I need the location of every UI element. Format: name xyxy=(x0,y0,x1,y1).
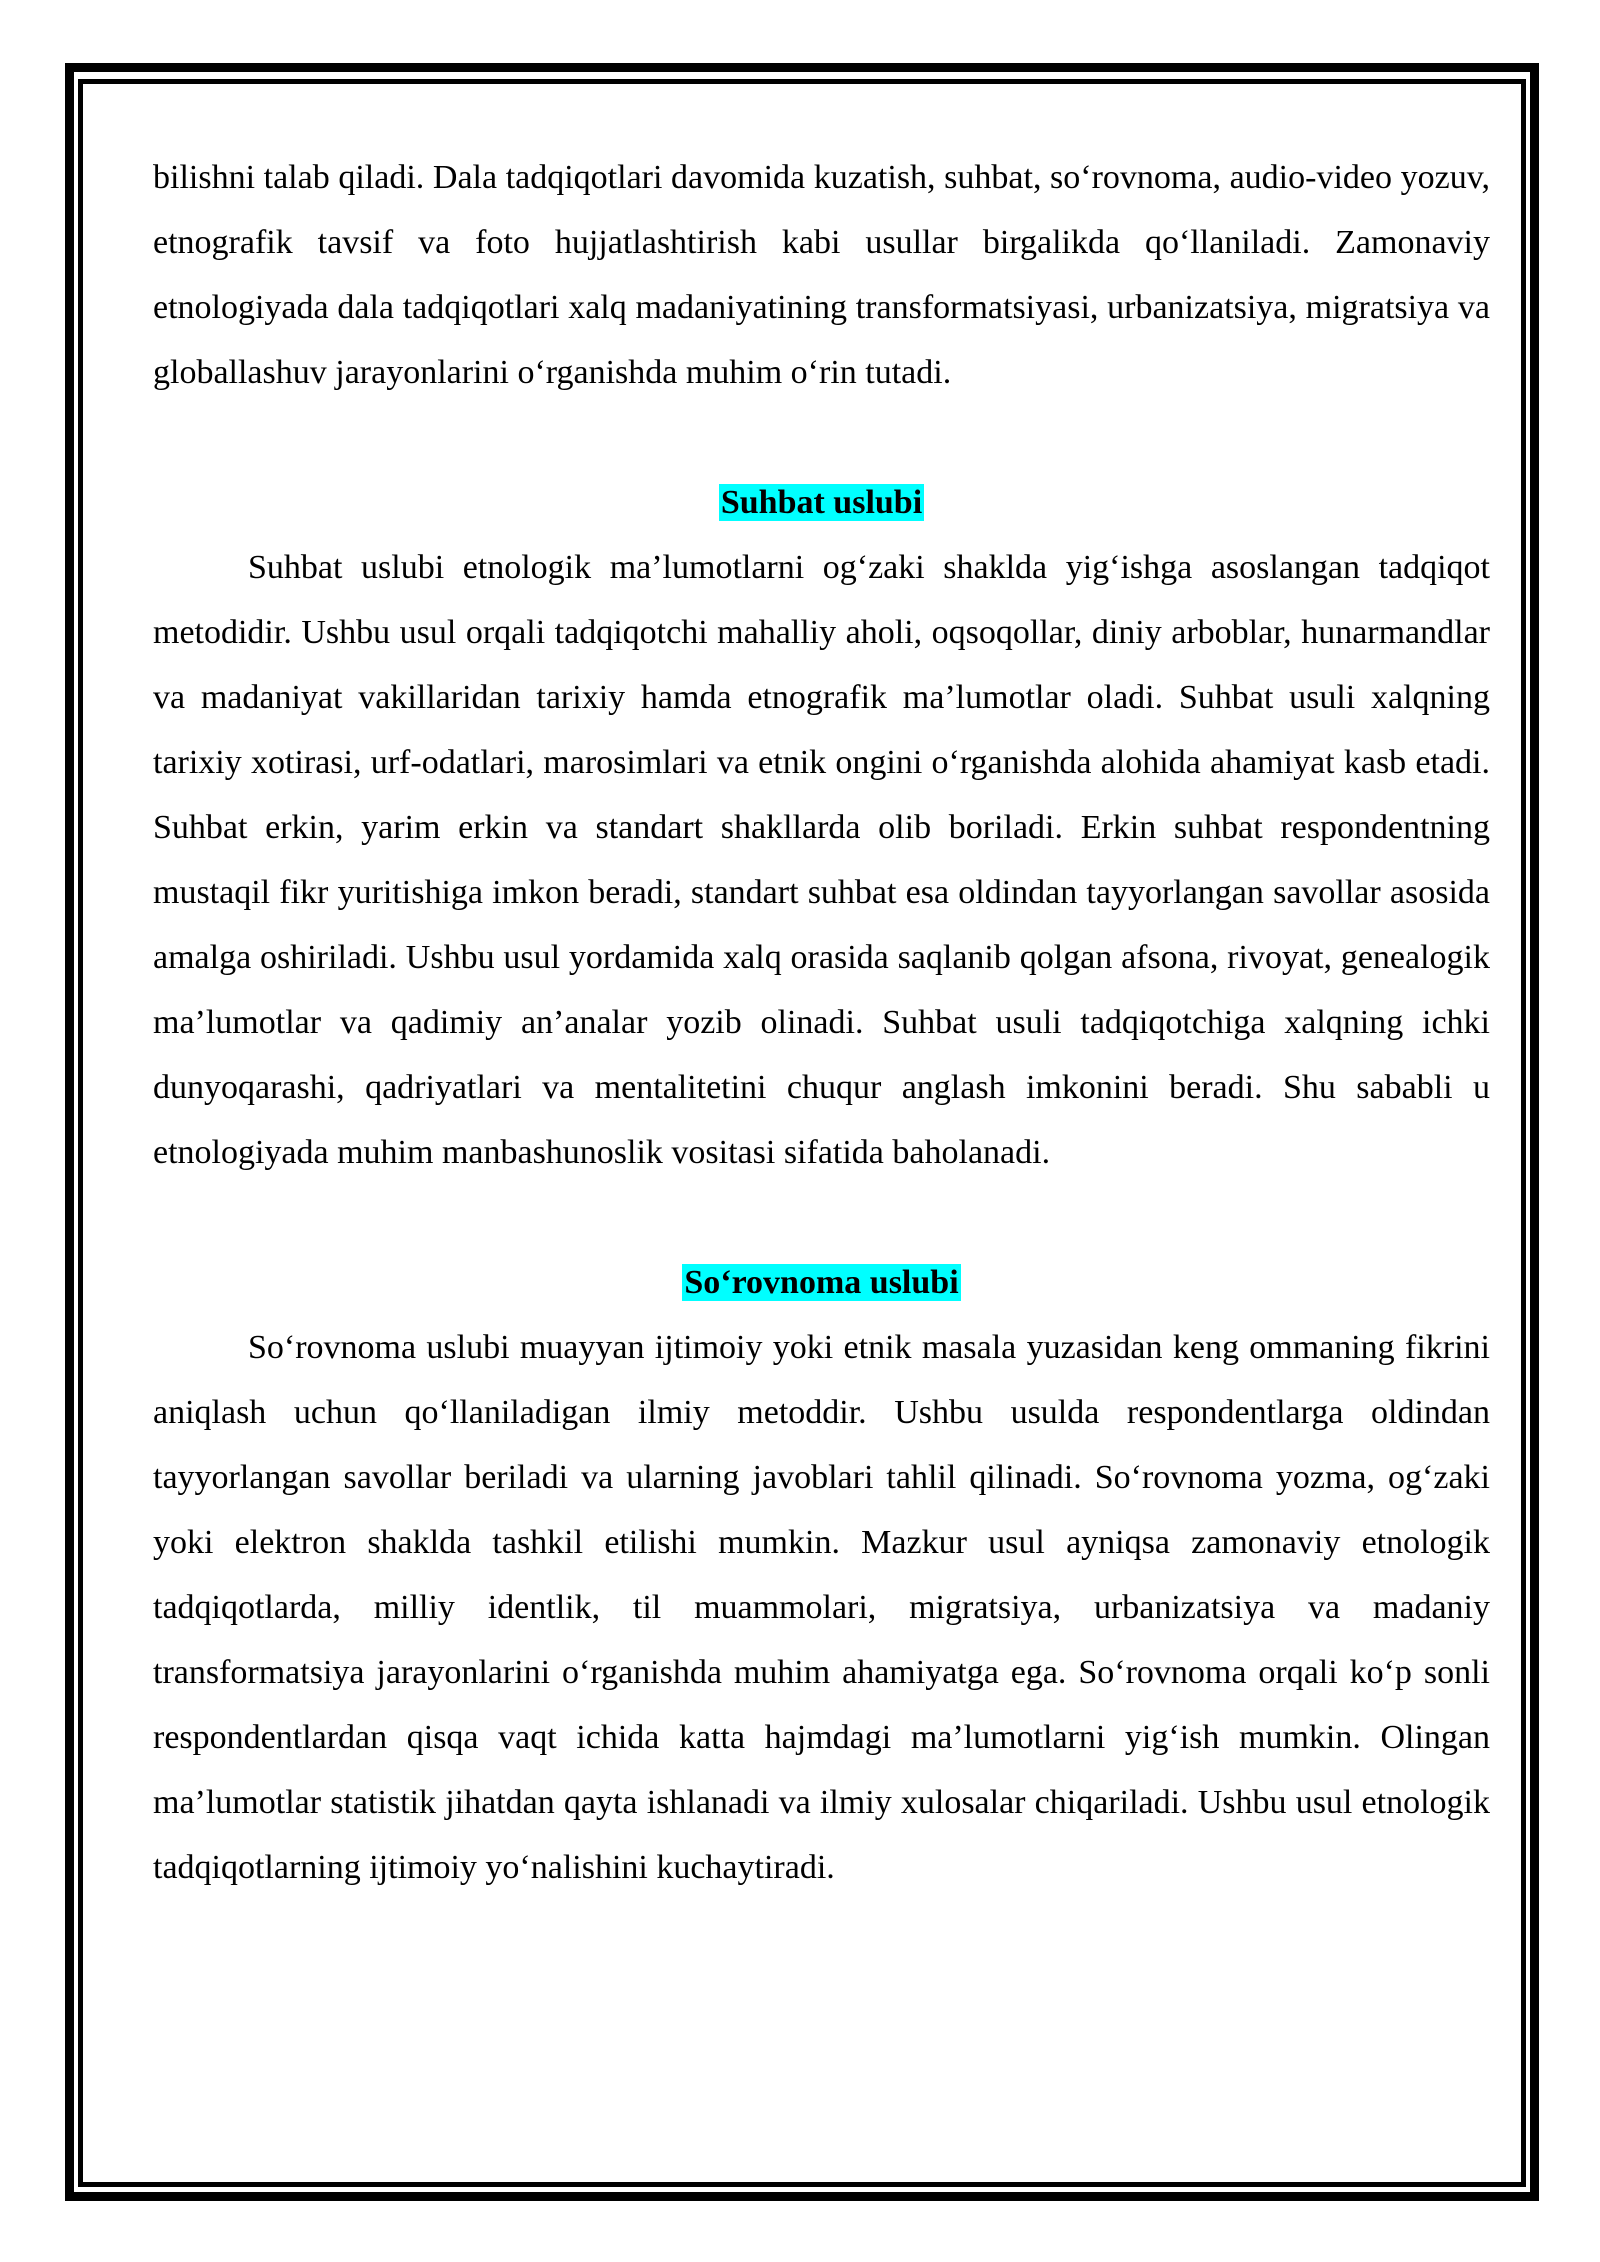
intro-paragraph: bilishni talab qiladi. Dala tadqiqotlari davomida kuzatish, suhbat, so‘rovnoma, audio-video yozuv, etnografik tavsif va foto hujjatlashtirish kabi usullar birgalikda qo‘llaniladi. Zamonaviy etnologiyada dala tadqiqotlari xalq madaniyatining transformatsiyasi, urbanizatsiya, migratsiya va globallashuv jarayonlarini o‘rganishda muhim o‘rin tutadi. xyxy=(153,159,1490,391)
document-body xyxy=(153,145,1490,1900)
section-spacer xyxy=(153,405,1490,470)
section-paragraph-suhbat: Suhbat uslubi etnologik ma’lumotlarni og‘zaki shaklda yig‘ishga asoslangan tadqiqot metodidir. Ushbu usul orqali tadqiqotchi mahalliy aholi, oqsoqollar, diniy arboblar, hunarmandlar va madaniyat vakillaridan tarixiy hamda etnografik ma’lumotlar oladi. Suhbat usuli xalqning tarixiy xotirasi, urf-odatlari, marosimlari va etnik ongini o‘rganishda alohida ahamiyat kasb etadi. Suhbat erkin, yarim erkin va standart shakllarda olib boriladi. Erkin suhbat respondentning mustaqil fikr yuritishiga imkon beradi, standart suhbat esa oldindan tayyorlangan savollar asosida amalga oshiriladi. Ushbu usul yordamida xalq orasida saqlanib qolgan afsona, rivoyat, genealogik ma’lumotlar va qadimiy an’analar yozib olinadi. Suhbat usuli tadqiqotchiga xalqning ichki dunyoqarashi, qadriyatlari va mentalitetini chuqur anglash imkonini beradi. Shu sababli u etnologiyada muhim manbashunoslik vositasi sifatida baholanadi. xyxy=(153,549,1490,1171)
section-paragraph-sorovnoma: So‘rovnoma uslubi muayyan ijtimoiy yoki etnik masala yuzasidan keng ommaning fikrini aniqlash uchun qo‘llaniladigan ilmiy metoddir. Ushbu usulda respondentlarga oldindan tayyorlangan savollar beriladi va ularning javoblari tahlil qilinadi. So‘rovnoma yozma, og‘zaki yoki elektron shaklda tashkil etilishi mumkin. Mazkur usul ayniqsa zamonaviy etnologik tadqiqotlarda, milliy identlik, til muammolari, migratsiya, urbanizatsiya va madaniy transformatsiya jarayonlarini o‘rganishda muhim ahamiyatga ega. So‘rovnoma orqali ko‘p sonli respondentlardan qisqa vaqt ichida katta hajmdagi ma’lumotlarni yig‘ish mumkin. Olingan ma’lumotlar statistik jihatdan qayta ishlanadi va ilmiy xulosalar chiqariladi. Ushbu usul etnologik tadqiqotlarning ijtimoiy yo‘nalishini kuchaytiradi. xyxy=(153,1329,1490,1886)
section-heading-suhbat-text: Suhbat uslubi xyxy=(720,484,923,521)
section-spacer xyxy=(153,1185,1490,1250)
section-heading-sorovnoma-text: So‘rovnoma uslubi xyxy=(684,1264,959,1301)
section-heading-sorovnoma xyxy=(153,1250,1490,1315)
section-heading-suhbat xyxy=(153,470,1490,535)
